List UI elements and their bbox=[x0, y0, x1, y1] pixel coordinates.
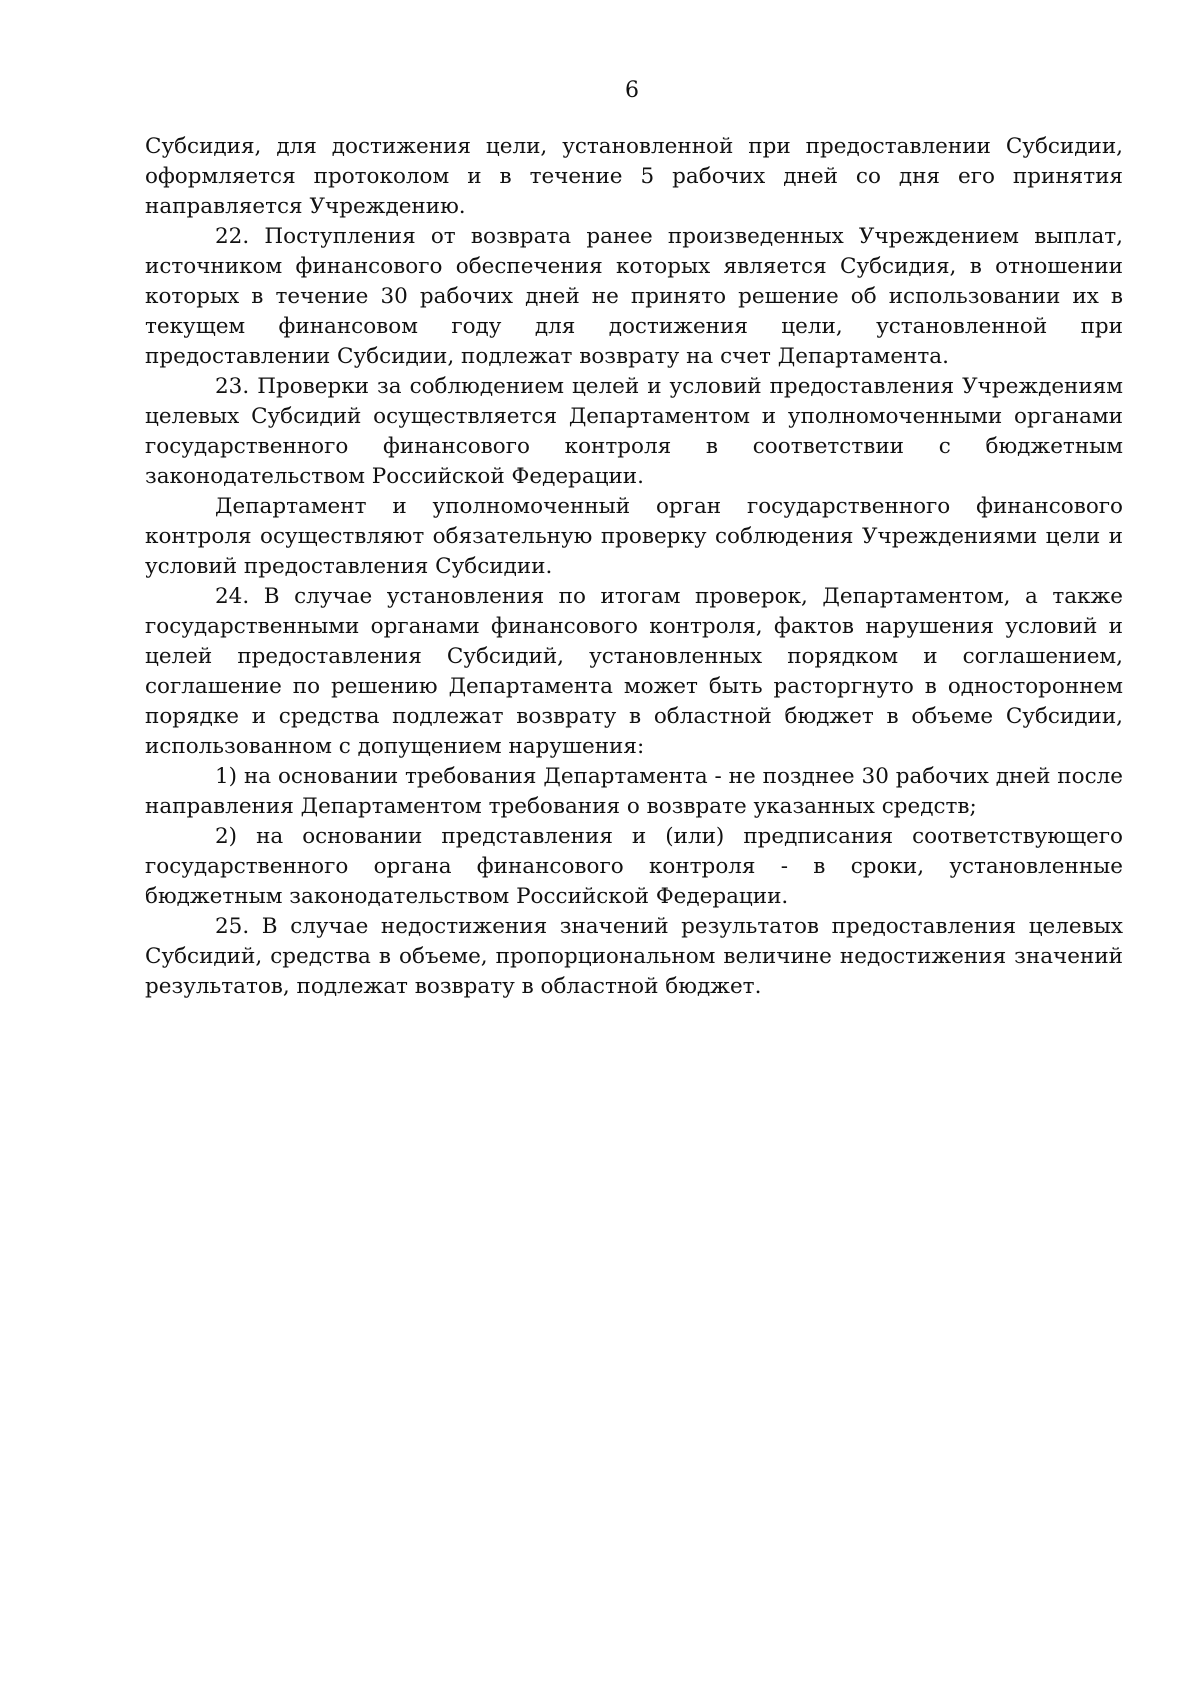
paragraph-23-control: Департамент и уполномоченный орган государственного финансового контроля осуществляют обязательную проверку соблюдения Учреждениями цели и условий предоставления Субсидии. bbox=[145, 494, 1123, 579]
page-number: 6 bbox=[625, 78, 639, 103]
paragraph-23: 23. Проверки за соблюдением целей и условий предоставления Учреждениям целевых Субсидий осуществляется Департаментом и уполномоченными органами государственного финансового контроля в соответствии с бюджетным законодательством Российской Федерации. bbox=[145, 374, 1123, 489]
document-body bbox=[145, 132, 1123, 1002]
paragraph-24: 24. В случае установления по итогам проверок, Департаментом, а также государственными органами финансового контроля, фактов нарушения условий и целей предоставления Субсидий, установленных порядком и соглашением, соглашение по решению Департамента может быть расторгнуто в одностороннем порядке и средства подлежат возврату в областной бюджет в объеме Субсидии, использованном с допущением нарушения: bbox=[145, 584, 1123, 759]
paragraph-24-item-2: 2) на основании представления и (или) предписания соответствующего государственного органа финансового контроля - в сроки, установленные бюджетным законодательством Российской Федерации. bbox=[145, 824, 1123, 909]
paragraph-25: 25. В случае недостижения значений результатов предоставления целевых Субсидий, средства в объеме, пропорциональном величине недостижения значений результатов, подлежат возврату в областной бюджет. bbox=[145, 914, 1123, 999]
paragraph-continuation: Субсидия, для достижения цели, установленной при предоставлении Субсидии, оформляется протоколом и в течение 5 рабочих дней со дня его принятия направляется Учреждению. bbox=[145, 134, 1123, 219]
paragraph-22: 22. Поступления от возврата ранее произведенных Учреждением выплат, источником финансового обеспечения которых является Субсидия, в отношении которых в течение 30 рабочих дней не принято решение об использовании их в текущем финансовом году для достижения цели, установленной при предоставлении Субсидии, подлежат возврату на счет Департамента. bbox=[145, 224, 1123, 369]
paragraph-24-item-1: 1) на основании требования Департамента - не позднее 30 рабочих дней после направления Департаментом требования о возврате указанных средств; bbox=[145, 764, 1123, 819]
